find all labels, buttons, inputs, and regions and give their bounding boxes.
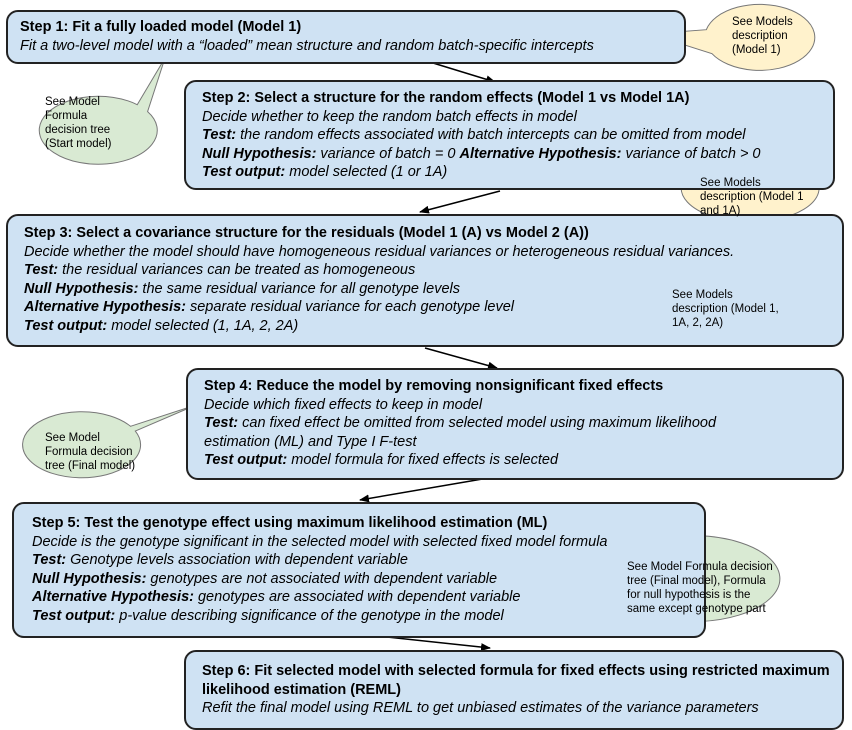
step-2-description: Decide whether to keep the random batch effects in model: [202, 108, 577, 125]
step-2-hypotheses: [202, 145, 821, 164]
step-4-output: [204, 451, 830, 470]
step-4-test-text: can fixed effect be omitted from selected model using maximum likelihood: [238, 415, 717, 431]
step-6-title: Step 6: Fit selected model with selected formula for fixed effects using restricted maximum likelihood estimation (REML): [202, 663, 830, 698]
step-5-output-label: Test output:: [32, 607, 116, 624]
step-4-test-cont: estimation (ML) and Type I F-test: [204, 433, 417, 450]
step-5-output-text: p-value describing significance of the genotype in the model: [115, 607, 504, 624]
step-5-box: [12, 502, 706, 638]
step-4-test-label: Test:: [204, 415, 239, 431]
step-4-test: [204, 414, 830, 433]
step-4-title: Step 4: Reduce the model by removing nonsignificant fixed effects: [204, 378, 664, 394]
step-2-output-label: Test output:: [202, 164, 286, 180]
step-3-output-label: Test output:: [24, 317, 108, 334]
step-5-alt-label: Alternative Hypothesis:: [32, 589, 194, 605]
callout-text-3: See Models description (Model 1 and 1A): [700, 177, 804, 217]
step-6-box: [184, 650, 844, 730]
step-1-title: Step 1: Fit a fully loaded model (Model 1): [20, 19, 302, 35]
arrow-step3-step4: [425, 348, 497, 368]
callout-text-6: See Model Formula decision tree (Final model), Formula for null hypothesis is the same except genotype part: [627, 561, 773, 615]
step-2-box: [184, 80, 835, 190]
step-5-alt-text: genotypes are associated with dependent variable: [193, 589, 521, 605]
step-3-test-text: the residual variances can be treated as homogeneous: [58, 262, 416, 278]
step-5-null-label: Null Hypothesis:: [32, 570, 147, 587]
step-5-output: [32, 607, 692, 626]
step-5-test: [32, 551, 692, 570]
step-2-test: [202, 126, 821, 145]
step-2-null-label: Null Hypothesis:: [202, 145, 317, 162]
step-2-test-text: the random effects associated with batch intercepts can be omitted from model: [236, 127, 746, 143]
step-4-output-text: model formula for fixed effects is selected: [287, 452, 559, 468]
step-5-test-label: Test:: [32, 552, 67, 568]
step-5-null: [32, 570, 692, 589]
step-3-description: Decide whether the model should have homogeneous residual variances or heterogeneous residual variances.: [24, 243, 735, 260]
step-3-test-label: Test:: [24, 262, 59, 278]
step-2-alt-label: Alternative Hypothesis:: [459, 145, 622, 162]
callout-text-5: See Model Formula decision tree (Final model): [45, 432, 136, 472]
step-3-null-label: Null Hypothesis:: [24, 280, 139, 297]
step-4-box: [186, 368, 844, 480]
step-2-test-label: Test:: [202, 127, 237, 143]
step-5-null-text: genotypes are not associated with dependent variable: [146, 570, 498, 587]
callout-text-2: See Model Formula decision tree (Start model): [45, 96, 112, 150]
step-6-description: Refit the final model using REML to get unbiased estimates of the variance parameters: [202, 700, 759, 716]
step-5-title: Step 5: Test the genotype effect using maximum likelihood estimation (ML): [32, 515, 548, 531]
step-2-output-text: model selected (1 or 1A): [285, 164, 448, 180]
step-2-title: Step 2: Select a structure for the random effects (Model 1 vs Model 1A): [202, 90, 690, 106]
arrow-step2-step3: [420, 191, 500, 212]
step-3-output-text: model selected (1, 1A, 2, 2A): [107, 317, 299, 334]
step-3-null-text: the same residual variance for all genotype levels: [138, 280, 460, 297]
step-5-description: Decide is the genotype significant in the selected model with selected fixed model formula: [32, 533, 608, 550]
step-5-test-text: Genotype levels association with dependent variable: [66, 552, 408, 568]
step-4-description: Decide which fixed effects to keep in model: [204, 396, 483, 413]
step-5-alt: [32, 588, 692, 607]
step-2-alt-text: variance of batch > 0: [621, 145, 761, 162]
callout-text-4: See Models description (Model 1, 1A, 2, 2A): [672, 289, 779, 329]
callout-text-1: See Models description (Model 1): [732, 16, 793, 56]
step-4-output-label: Test output:: [204, 452, 288, 468]
step-2-null-text: variance of batch = 0: [316, 145, 460, 162]
step-3-test: [24, 261, 830, 280]
step-1-description: Fit a two-level model with a “loaded” mean structure and random batch-specific intercepts: [20, 37, 594, 54]
step-3-title: Step 3: Select a covariance structure for the residuals (Model 1 (A) vs Model 2 (A)): [24, 225, 589, 241]
step-3-alt-label: Alternative Hypothesis:: [24, 299, 186, 315]
step-3-alt-text: separate residual variance for each genotype level: [185, 299, 515, 315]
step-1-box: [6, 10, 686, 64]
